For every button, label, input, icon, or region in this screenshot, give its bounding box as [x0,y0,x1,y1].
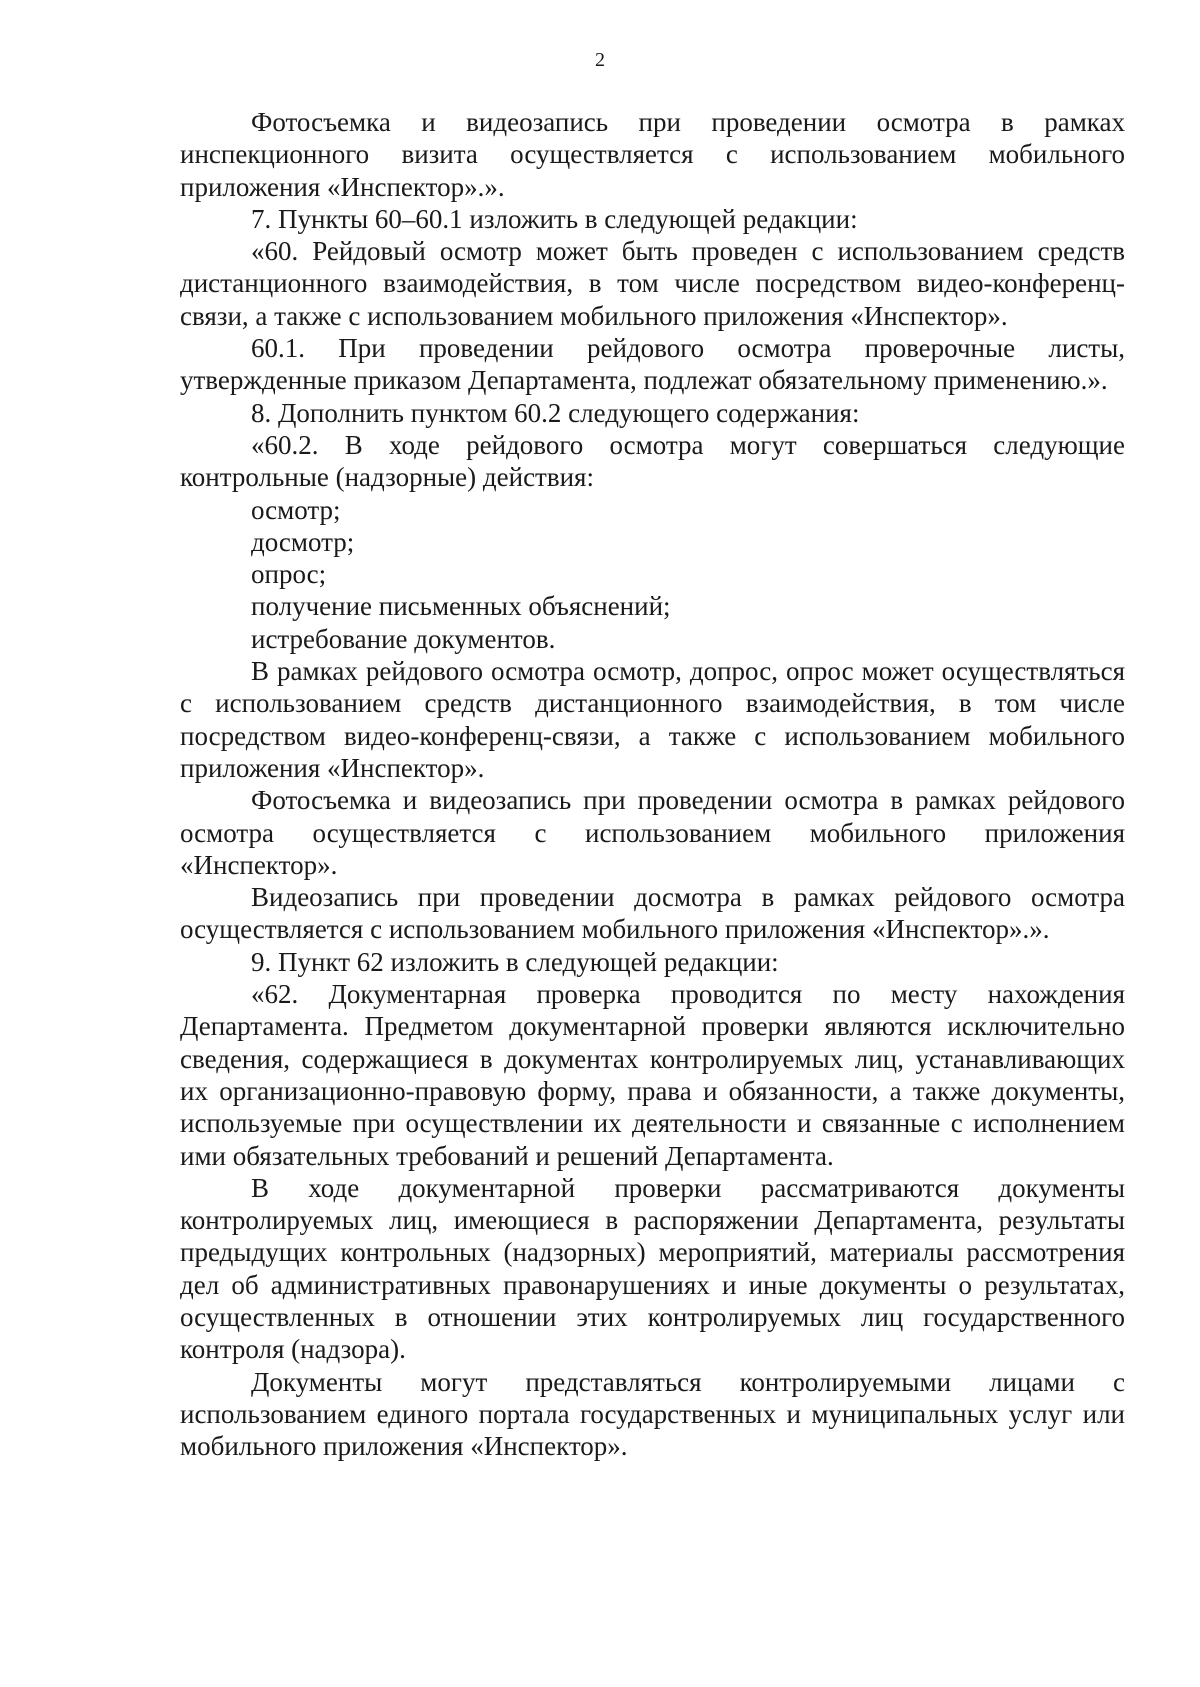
list-item-survey: опрос; [251,559,327,590]
paragraph-point-60: «60. Рейдовый осмотр может быть проведен с использованием средств дистанционного взаимодействия, в том числе посредством видео-конференц-связи, а также с использованием мобильного приложения «Инспектор». [180,236,1125,331]
paragraph-point-60-1: 60.1. При проведении рейдового осмотра проверочные листы, утвержденные приказом Департамента, подлежат обязательному применению.». [180,333,1125,396]
paragraph-point-60-2: «60.2. В ходе рейдового осмотра могут совершаться следующие контрольные (надзорные) действия: [180,429,1125,493]
paragraph-point-62: «62. Документарная проверка проводится по месту нахождения Департамента. Предметом документарной проверки являются исключительно сведения, содержащиеся в документах контролируемых лиц, устанавливающих их организационно-правовую форму, права и обязанности, а также документы, используемые при осуществлении их деятельности и связанные с исполнением ими обязательных требований и решений Департамента. [180,979,1125,1171]
paragraph-item-9: 9. Пункт 62 изложить в следующей редакции: [251,946,779,977]
paragraph-photo-video-raid: Фотосъемка и видеозапись при проведении осмотра в рамках рейдового осмотра осуществляется с использованием мобильного приложения «Инспектор». [180,785,1125,880]
page-number: 2 [595,49,605,71]
document-body [180,106,1125,1462]
paragraph-photo-video-inspection: Фотосъемка и видеозапись при проведении осмотра в рамках инспекционного визита осуществляется с использованием мобильного приложения «Инспектор».». [180,107,1125,202]
paragraph-item-7: 7. Пункты 60–60.1 изложить в следующей редакции: [251,203,858,234]
paragraph-remote-interaction: В рамках рейдового осмотра осмотр, допрос, опрос может осуществляться с использованием средств дистанционного взаимодействия, в том числе посредством видео-конференц-связи, а также с использованием мобильного приложения «Инспектор». [180,656,1125,783]
paragraph-video-search: Видеозапись при проведении досмотра в рамках рейдового осмотра осуществляется с использованием мобильного приложения «Инспектор».». [180,882,1125,945]
list-item-document-request: истребование документов. [251,623,556,654]
paragraph-documentary-check: В ходе документарной проверки рассматриваются документы контролируемых лиц, имеющиеся в распоряжении Департамента, результаты предыдущих контрольных (надзорных) мероприятий, материалы рассмотрения дел об административных правонарушениях и иные документы о результатах, осуществленных в отношении этих контролируемых лиц государственного контроля (надзора). [180,1172,1125,1365]
paragraph-item-8: 8. Дополнить пунктом 60.2 следующего содержания: [251,397,860,428]
paragraph-documents-submission: Документы могут представляться контролируемыми лицами с использованием единого портала государственных и муниципальных услуг или мобильного приложения «Инспектор». [180,1366,1125,1462]
list-item-written-explanations: получение письменных объяснений; [251,591,671,622]
list-item-search: досмотр; [251,526,355,557]
list-item-examination: осмотр; [251,494,341,525]
